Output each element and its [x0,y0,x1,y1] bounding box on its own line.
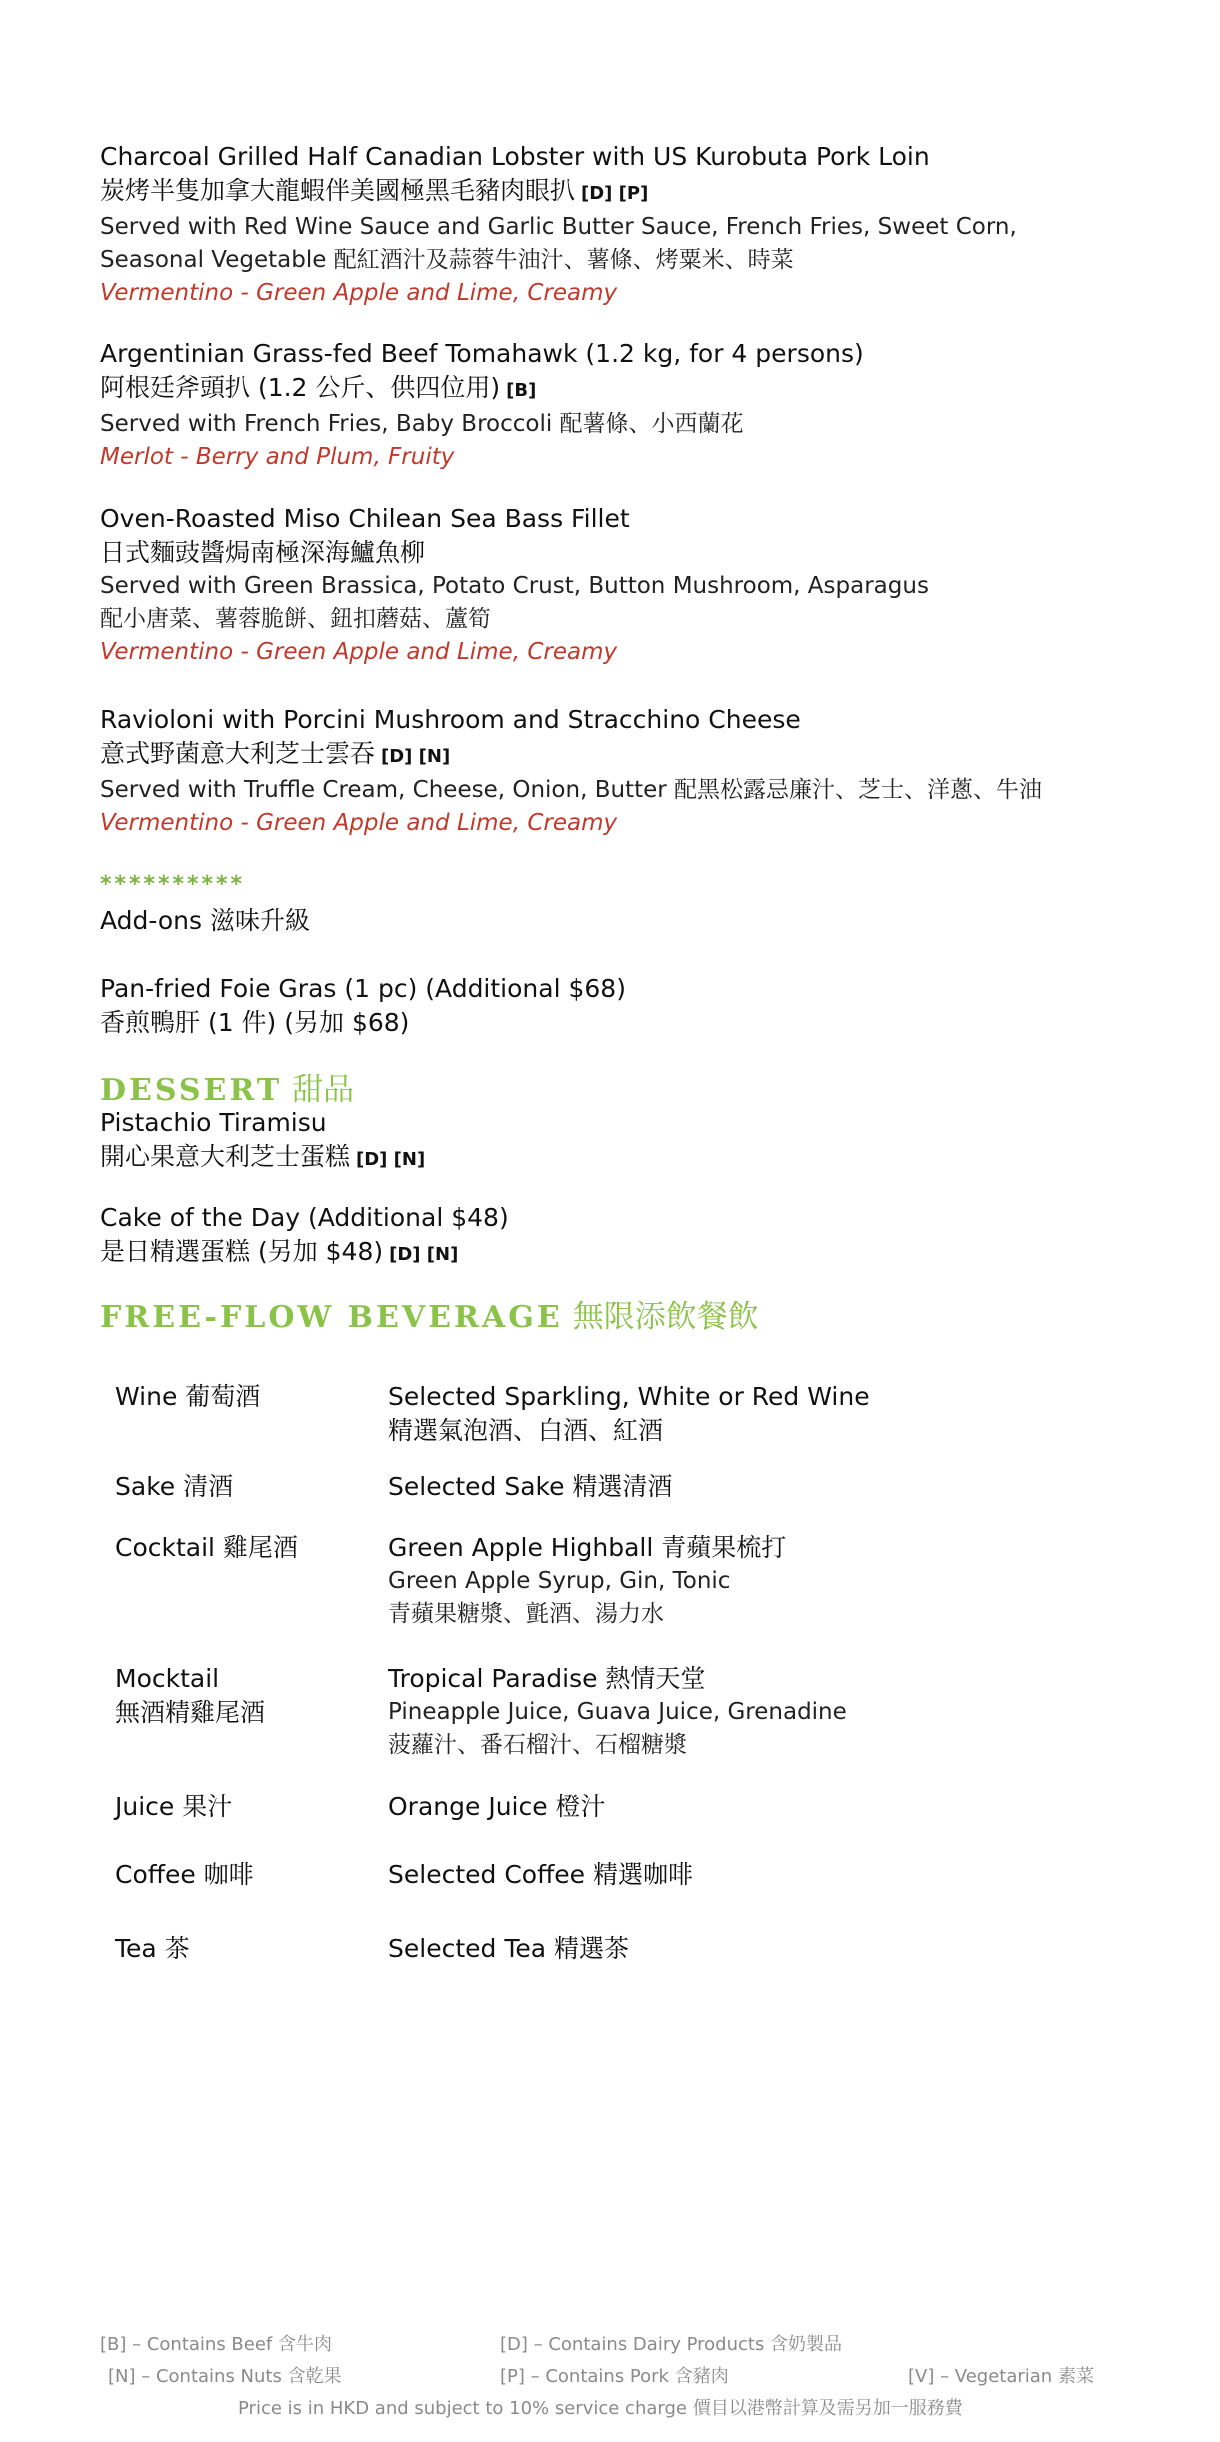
dish-description-cont: Seasonal Vegetable 配紅酒汁及蒜蓉牛油汁、薯條、烤粟米、時菜 [100,247,794,273]
beverage-item-zh: 精選氣泡酒、白酒、紅酒 [388,1416,664,1445]
dessert-name-zh: 開心果意大利芝士蛋糕 [100,1142,351,1171]
beverage-item: Selected Sake 精選清酒 [388,1472,673,1501]
beverage-item: Selected Tea 精選茶 [388,1934,629,1963]
service-charge-note: Price is in HKD and subject to 10% service charge 價目以港幣計算及需另加一服務費 [238,2398,963,2419]
dish-description: Served with Truffle Cream, Cheese, Onion, Butter 配黑松露忌廉汁、芝士、洋蔥、牛油 [100,777,1043,803]
allergen-tags: [D] [N] [389,1244,459,1265]
main-dish-ravioloni [100,703,1160,840]
dish-name-zh: 日式麵豉醬焗南極深海鱸魚柳 [100,538,426,567]
beverage-ingredients-zh: 菠蘿汁、番石榴汁、石榴糖漿 [388,1732,687,1758]
beverage-item: Orange Juice 橙汁 [388,1792,606,1821]
legend-nuts: [N] – Contains Nuts 含乾果 [108,2366,342,2387]
addon-name-en: Pan-fried Foie Gras (1 pc) (Additional $68) [100,974,626,1003]
dessert-heading-zh: 甜品 [292,1072,355,1108]
dessert-name-en: Cake of the Day (Additional $48) [100,1203,509,1232]
beverage-ingredients-zh: 青蘋果糖漿、氈酒、湯力水 [388,1601,664,1627]
main-dish-lobster [100,140,1160,310]
beverage-category: Sake 清酒 [115,1472,234,1501]
dessert-name-en: Pistachio Tiramisu [100,1108,327,1137]
beverage-category: Juice 果汁 [115,1792,233,1821]
legend-vegetarian: [V] – Vegetarian 素菜 [908,2366,1094,2387]
beverage-item: Selected Coffee 精選咖啡 [388,1860,694,1889]
dish-name-en: Ravioloni with Porcini Mushroom and Stracchino Cheese [100,705,801,734]
beverage-category: Tea 茶 [115,1934,190,1963]
allergen-tags: [D] [P] [581,183,649,204]
allergen-tags: [D] [N] [356,1149,426,1170]
beverage-item: Tropical Paradise 熱情天堂 [388,1664,706,1693]
beverage-heading-en: FREE-FLOW BEVERAGE [100,1300,563,1335]
main-dish-sea-bass [100,502,1160,669]
wine-pairing: Vermentino - Green Apple and Lime, Creamy [100,280,618,306]
beverage-heading-zh: 無限添飲餐飲 [572,1299,759,1335]
beverage-category-zh: 無酒精雞尾酒 [115,1698,266,1727]
dish-description: Served with French Fries, Baby Broccoli 配薯條、小西蘭花 [100,411,744,437]
beverage-heading [100,1291,759,1336]
dish-name-en: Charcoal Grilled Half Canadian Lobster with US Kurobuta Pork Loin [100,142,930,171]
beverage-ingredients: Pineapple Juice, Guava Juice, Grenadine [388,1699,847,1725]
legend-pork: [P] – Contains Pork 含豬肉 [500,2366,729,2387]
addon-name-zh: 香煎鴨肝 (1 件) (另加 $68) [100,1008,410,1037]
dessert-item-tiramisu [100,1106,1160,1177]
legend-beef: [B] – Contains Beef 含牛肉 [100,2334,332,2355]
dessert-name-zh: 是日精選蛋糕 (另加 $48) [100,1237,384,1266]
dish-name-zh: 意式野菌意大利芝士雲吞 [100,739,376,768]
addon-item-foie-gras [100,972,1160,1040]
allergen-tags: [D] [N] [381,746,451,767]
beverage-item: Green Apple Highball 青蘋果梳打 [388,1533,787,1562]
allergen-tags: [B] [506,380,537,401]
dessert-heading [100,1064,354,1109]
dish-name-zh: 炭烤半隻加拿大龍蝦伴美國極黑毛豬肉眼扒 [100,176,576,205]
legend-dairy: [D] – Contains Dairy Products 含奶製品 [500,2334,843,2355]
beverage-category: Wine 葡萄酒 [115,1382,261,1411]
beverage-item: Selected Sparkling, White or Red Wine [388,1382,870,1411]
dish-name-zh: 阿根廷斧頭扒 (1.2 公斤、供四位用) [100,373,501,402]
dish-description-cont: 配小唐菜、薯蓉脆餅、鈕扣蘑菇、蘆筍 [100,606,491,632]
beverage-category: Coffee 咖啡 [115,1860,254,1889]
dish-name-en: Argentinian Grass-fed Beef Tomahawk (1.2 kg, for 4 persons) [100,339,864,368]
dish-name-en: Oven-Roasted Miso Chilean Sea Bass Fillet [100,504,630,533]
dish-description: Served with Red Wine Sauce and Garlic Butter Sauce, French Fries, Sweet Corn, [100,214,1017,240]
dessert-item-cake [100,1201,1160,1272]
wine-pairing: Vermentino - Green Apple and Lime, Creamy [100,810,618,836]
main-dish-tomahawk [100,337,1160,474]
addons-title: Add-ons 滋味升級 [100,906,310,935]
wine-pairing: Merlot - Berry and Plum, Fruity [100,444,455,470]
wine-pairing: Vermentino - Green Apple and Lime, Creamy [100,639,618,665]
beverage-ingredients: Green Apple Syrup, Gin, Tonic [388,1568,731,1594]
dessert-heading-en: DESSERT [100,1073,283,1108]
beverage-category: Cocktail 雞尾酒 [115,1533,298,1562]
beverage-category: Mocktail [115,1664,220,1693]
section-divider: ********** [100,872,246,897]
dish-description: Served with Green Brassica, Potato Crust, Button Mushroom, Asparagus [100,573,929,599]
